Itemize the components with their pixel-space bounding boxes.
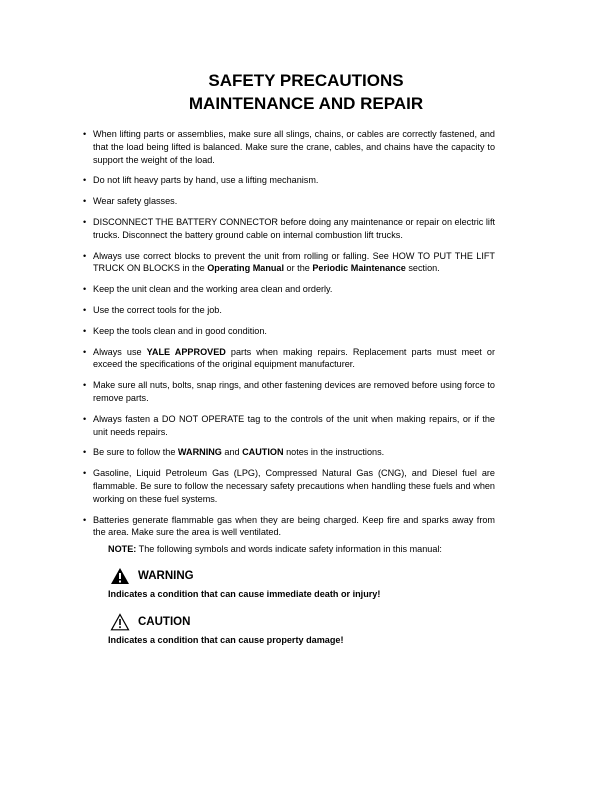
item-text: Wear safety glasses. <box>93 196 178 207</box>
list-item <box>83 379 495 405</box>
note-text: The following symbols and words indicate safety information in this manual: <box>136 544 442 554</box>
bullet-point: • <box>83 250 87 261</box>
item-text: Gasoline, Liquid Petroleum Gas (LPG), Compressed Natural Gas (CNG), and Diesel fuel are flammable. Be sure to follow the necessary safety precautions when handling these fuels and when working on these fuel systems. <box>93 468 495 504</box>
safety-note <box>108 543 442 556</box>
warning-heading: WARNING <box>138 570 194 582</box>
list-item <box>83 514 495 540</box>
list-item <box>83 325 495 338</box>
bullet-point: • <box>83 325 87 336</box>
list-item <box>83 446 495 459</box>
caution-emphasis: CAUTION <box>242 447 284 458</box>
item-text: or the <box>284 263 313 274</box>
item-text: Always use <box>93 346 147 357</box>
item-text: Make sure all nuts, bolts, snap rings, and other fastening devices are removed before using force to remove parts. <box>93 380 495 403</box>
item-text: notes in the instructions. <box>283 447 385 458</box>
item-text: Keep the unit clean and the working area clean and orderly. <box>93 284 333 295</box>
bullet-point: • <box>83 216 87 227</box>
warning-triangle-icon <box>110 567 130 585</box>
item-text: DISCONNECT THE BATTERY CONNECTOR before doing any maintenance or repair on electric lift trucks. Disconnect the battery ground cable on internal combustion lift trucks. <box>93 216 495 240</box>
caution-description: Indicates a condition that can cause property damage! <box>108 635 344 645</box>
caution-heading: CAUTION <box>138 616 191 628</box>
page-title-line-1: SAFETY PRECAUTIONS <box>208 71 404 90</box>
list-item <box>83 346 495 372</box>
bullet-point: • <box>83 304 87 315</box>
item-text: Be sure to follow the <box>93 447 178 458</box>
list-item <box>83 128 495 166</box>
bullet-point: • <box>83 380 87 391</box>
item-text: Always fasten a DO NOT OPERATE tag to the controls of the unit when making repairs, or if the unit needs repairs. <box>93 413 495 437</box>
note-label: NOTE: <box>108 544 137 554</box>
page-title-line-2: MAINTENANCE AND REPAIR <box>188 94 424 113</box>
list-item <box>83 216 495 242</box>
operating-manual-reference: Operating Manual <box>207 263 285 274</box>
bullet-point: • <box>83 514 87 525</box>
bullet-point: • <box>83 413 87 424</box>
caution-triangle-icon <box>110 613 130 631</box>
bullet-point: • <box>83 447 87 458</box>
yale-approved-emphasis: YALE APPROVED <box>146 346 226 357</box>
list-item <box>83 250 495 276</box>
warning-emphasis: WARNING <box>177 447 222 458</box>
bullet-point: • <box>83 129 87 139</box>
item-text: section. <box>405 263 440 274</box>
list-item <box>83 304 495 317</box>
item-text: parts when making repairs. Replacement parts must meet or exceed the specifications of the original equipment manufacturer. <box>93 346 495 370</box>
item-text: Use the correct tools for the job. <box>93 304 222 315</box>
caution-block <box>108 612 343 646</box>
bullet-point: • <box>83 468 87 479</box>
safety-precautions-list <box>83 128 495 547</box>
list-item <box>83 413 495 439</box>
bullet-point: • <box>83 175 87 186</box>
list-item <box>83 174 495 187</box>
warning-description: Indicates a condition that can cause immediate death or injury! <box>108 589 381 599</box>
list-item <box>83 283 495 296</box>
item-text: Always use correct blocks to prevent the unit from rolling or falling. See HOW TO PUT THE LIFT TRUCK ON BLOCKS in the <box>93 250 495 274</box>
list-item <box>83 195 495 208</box>
bullet-point: • <box>83 284 87 295</box>
periodic-maintenance-reference: Periodic Maintenance <box>312 263 406 274</box>
item-text: Keep the tools clean and in good condition. <box>93 325 267 336</box>
item-text: Do not lift heavy parts by hand, use a lifting mechanism. <box>93 175 319 186</box>
warning-block <box>108 566 380 600</box>
bullet-point: • <box>83 196 87 207</box>
bullet-point: • <box>83 346 87 357</box>
item-text: and <box>221 447 243 458</box>
list-item <box>83 467 495 505</box>
item-text: When lifting parts or assemblies, make sure all slings, chains, or cables are correctly fastened, and that the load being lifted is balanced. Make sure the crane, cables, and chains have the capacity to support the weight of the load. <box>93 129 495 165</box>
item-text: Batteries generate flammable gas when they are being charged. Keep fire and sparks away from the area. Make sure the area is well ventilated. <box>93 514 495 538</box>
